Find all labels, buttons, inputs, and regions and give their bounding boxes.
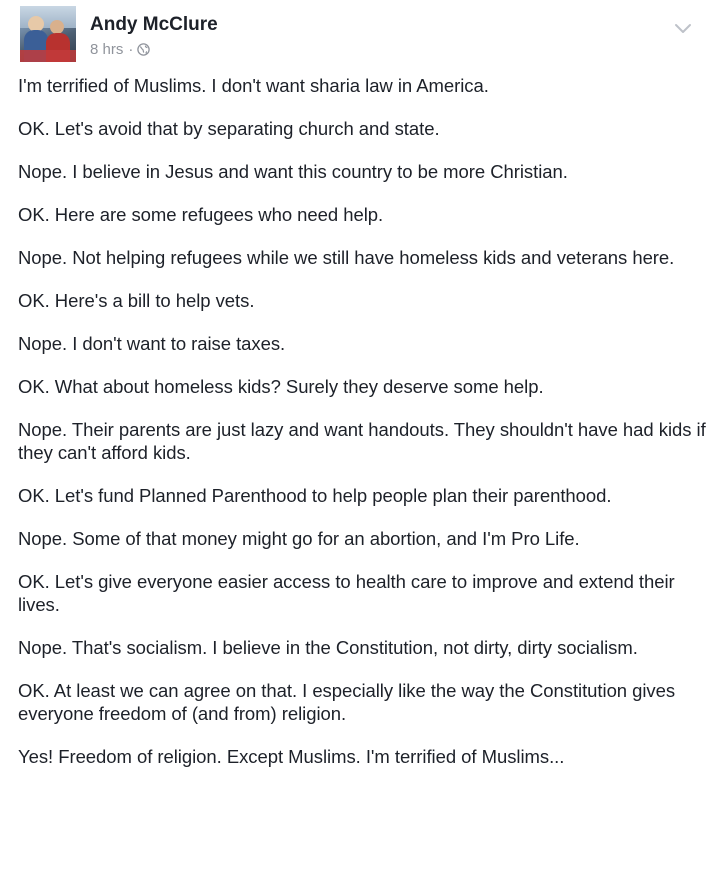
post-paragraph: Nope. I don't want to raise taxes. <box>18 333 286 354</box>
globe-icon[interactable] <box>137 43 150 56</box>
post-paragraph: Nope. That's socialism. I believe in the Constitution, not dirty, dirty socialism. <box>18 637 638 658</box>
post-paragraph: Nope. Not helping refugees while we still have homeless kids and veterans here. <box>18 247 675 268</box>
meta-separator: · <box>128 41 134 58</box>
avatar[interactable] <box>20 6 76 62</box>
post-paragraph: OK. Here's a bill to help vets. <box>18 290 255 311</box>
post-paragraph: OK. Let's avoid that by separating church and state. <box>18 118 440 139</box>
post-meta <box>90 41 150 58</box>
post-paragraph: Nope. Some of that money might go for an abortion, and I'm Pro Life. <box>18 528 580 549</box>
post-paragraph: OK. Let's give everyone easier access to health care to improve and extend their lives. <box>18 571 675 615</box>
chevron-down-icon[interactable] <box>674 22 692 34</box>
post-paragraph: Nope. Their parents are just lazy and want handouts. They shouldn't have had kids if they can't afford kids. <box>18 419 706 463</box>
post-timestamp[interactable]: 8 hrs <box>90 41 124 58</box>
post-paragraph: Yes! Freedom of religion. Except Muslims. I'm terrified of Muslims... <box>18 746 565 767</box>
post-header <box>20 6 700 66</box>
post-paragraph: OK. Let's fund Planned Parenthood to help people plan their parenthood. <box>18 485 612 506</box>
post-paragraph: OK. What about homeless kids? Surely they deserve some help. <box>18 376 544 397</box>
post-paragraph: OK. Here are some refugees who need help. <box>18 204 384 225</box>
author-name[interactable]: Andy McClure <box>90 14 218 35</box>
post-paragraph: OK. At least we can agree on that. I especially like the way the Constitution gives everyone freedom of (and from) religion. <box>18 680 676 724</box>
post-paragraph: I'm terrified of Muslims. I don't want sharia law in America. <box>18 75 489 96</box>
post-body <box>18 74 708 788</box>
post-paragraph: Nope. I believe in Jesus and want this country to be more Christian. <box>18 161 568 182</box>
